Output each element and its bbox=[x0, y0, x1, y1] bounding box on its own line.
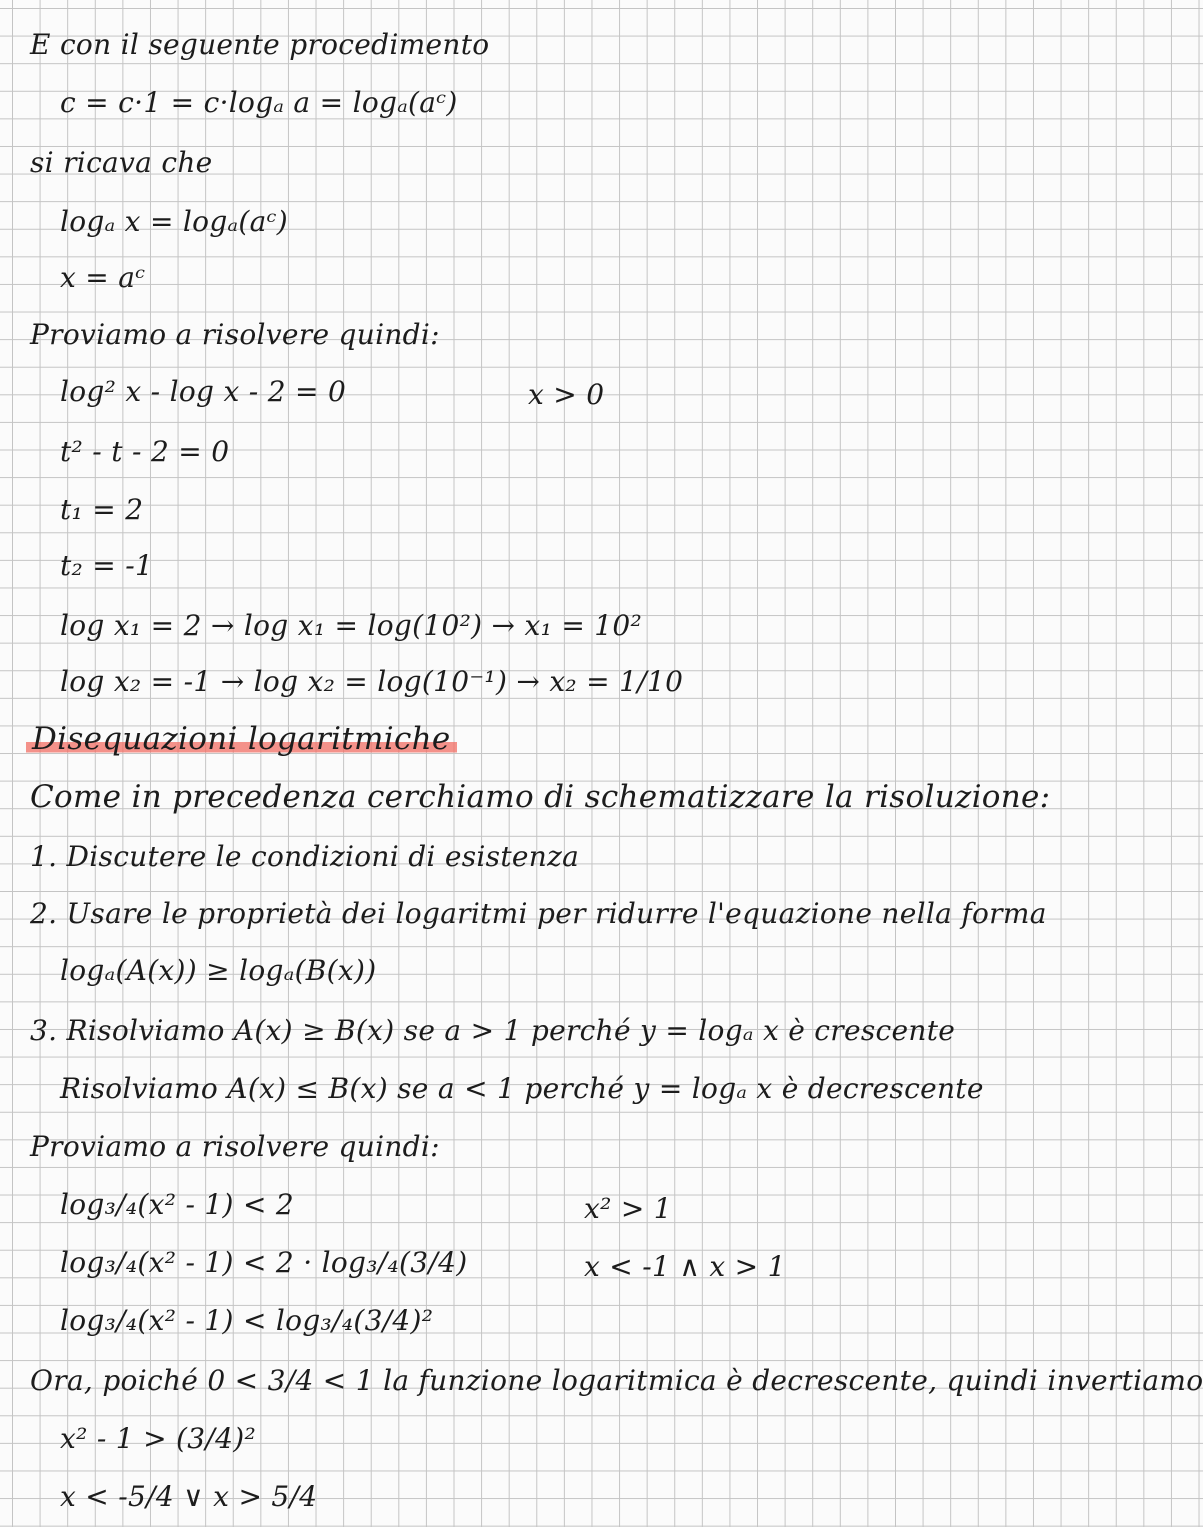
step-3-line: 3. Risolviamo A(x) ≥ B(x) se a > 1 perché y = logₐ x è crescente bbox=[30, 1014, 956, 1047]
result-line: x = aᶜ bbox=[60, 261, 146, 294]
derivation-line: si ricava che bbox=[30, 146, 213, 179]
intro-line: E con il seguente procedimento bbox=[30, 28, 490, 61]
invert-explanation-line: Ora, poiché 0 < 3/4 < 1 la funzione logaritmica è decrescente, quindi invertiamo bbox=[30, 1364, 1203, 1397]
existence-solution: x < -1 ∧ x > 1 bbox=[584, 1250, 786, 1283]
section-heading bbox=[26, 722, 457, 756]
equation-line: log² x - log x - 2 = 0 bbox=[60, 375, 347, 408]
domain-condition: x > 0 bbox=[528, 378, 605, 411]
method-intro-line: Come in precedenza cerchiamo di schematizzare la risoluzione: bbox=[30, 779, 1051, 815]
step-2-form-line: logₐ(A(x)) ≥ logₐ(B(x)) bbox=[60, 954, 377, 987]
inequality-line: log₃/₄(x² - 1) < 2 bbox=[60, 1188, 295, 1221]
solution-2-line: log x₂ = -1 → log x₂ = log(10⁻¹) → x₂ = 1/10 bbox=[60, 665, 684, 698]
step-2-line: 2. Usare le proprietà dei logaritmi per ridurre l'equazione nella forma bbox=[30, 897, 1047, 930]
identity-line: c = c·1 = c·logₐ a = logₐ(aᶜ) bbox=[60, 86, 458, 119]
log-equality-line: logₐ x = logₐ(aᶜ) bbox=[60, 205, 288, 238]
rewrite-line: log₃/₄(x² - 1) < 2 · log₃/₄(3/4) bbox=[60, 1246, 468, 1279]
inverted-inequality-line: x² - 1 > (3/4)² bbox=[60, 1422, 256, 1455]
example-intro-line: Proviamo a risolvere quindi: bbox=[30, 318, 440, 351]
step-3b-line: Risolviamo A(x) ≤ B(x) se a < 1 perché y = logₐ x è decrescente bbox=[60, 1072, 984, 1105]
final-solution-line: x < -5/4 ∨ x > 5/4 bbox=[60, 1480, 318, 1513]
substitution-line: t² - t - 2 = 0 bbox=[60, 435, 230, 468]
step-1-line: 1. Discutere le condizioni di esistenza bbox=[30, 840, 580, 873]
same-base-line: log₃/₄(x² - 1) < log₃/₄(3/4)² bbox=[60, 1304, 434, 1337]
example-2-intro-line: Proviamo a risolvere quindi: bbox=[30, 1130, 440, 1163]
solution-1-line: log x₁ = 2 → log x₁ = log(10²) → x₁ = 10² bbox=[60, 609, 643, 642]
heading-highlight: Disequazioni logaritmiche bbox=[26, 721, 457, 757]
root-2-line: t₂ = -1 bbox=[60, 549, 154, 582]
existence-condition: x² > 1 bbox=[584, 1192, 672, 1225]
root-1-line: t₁ = 2 bbox=[60, 493, 144, 526]
